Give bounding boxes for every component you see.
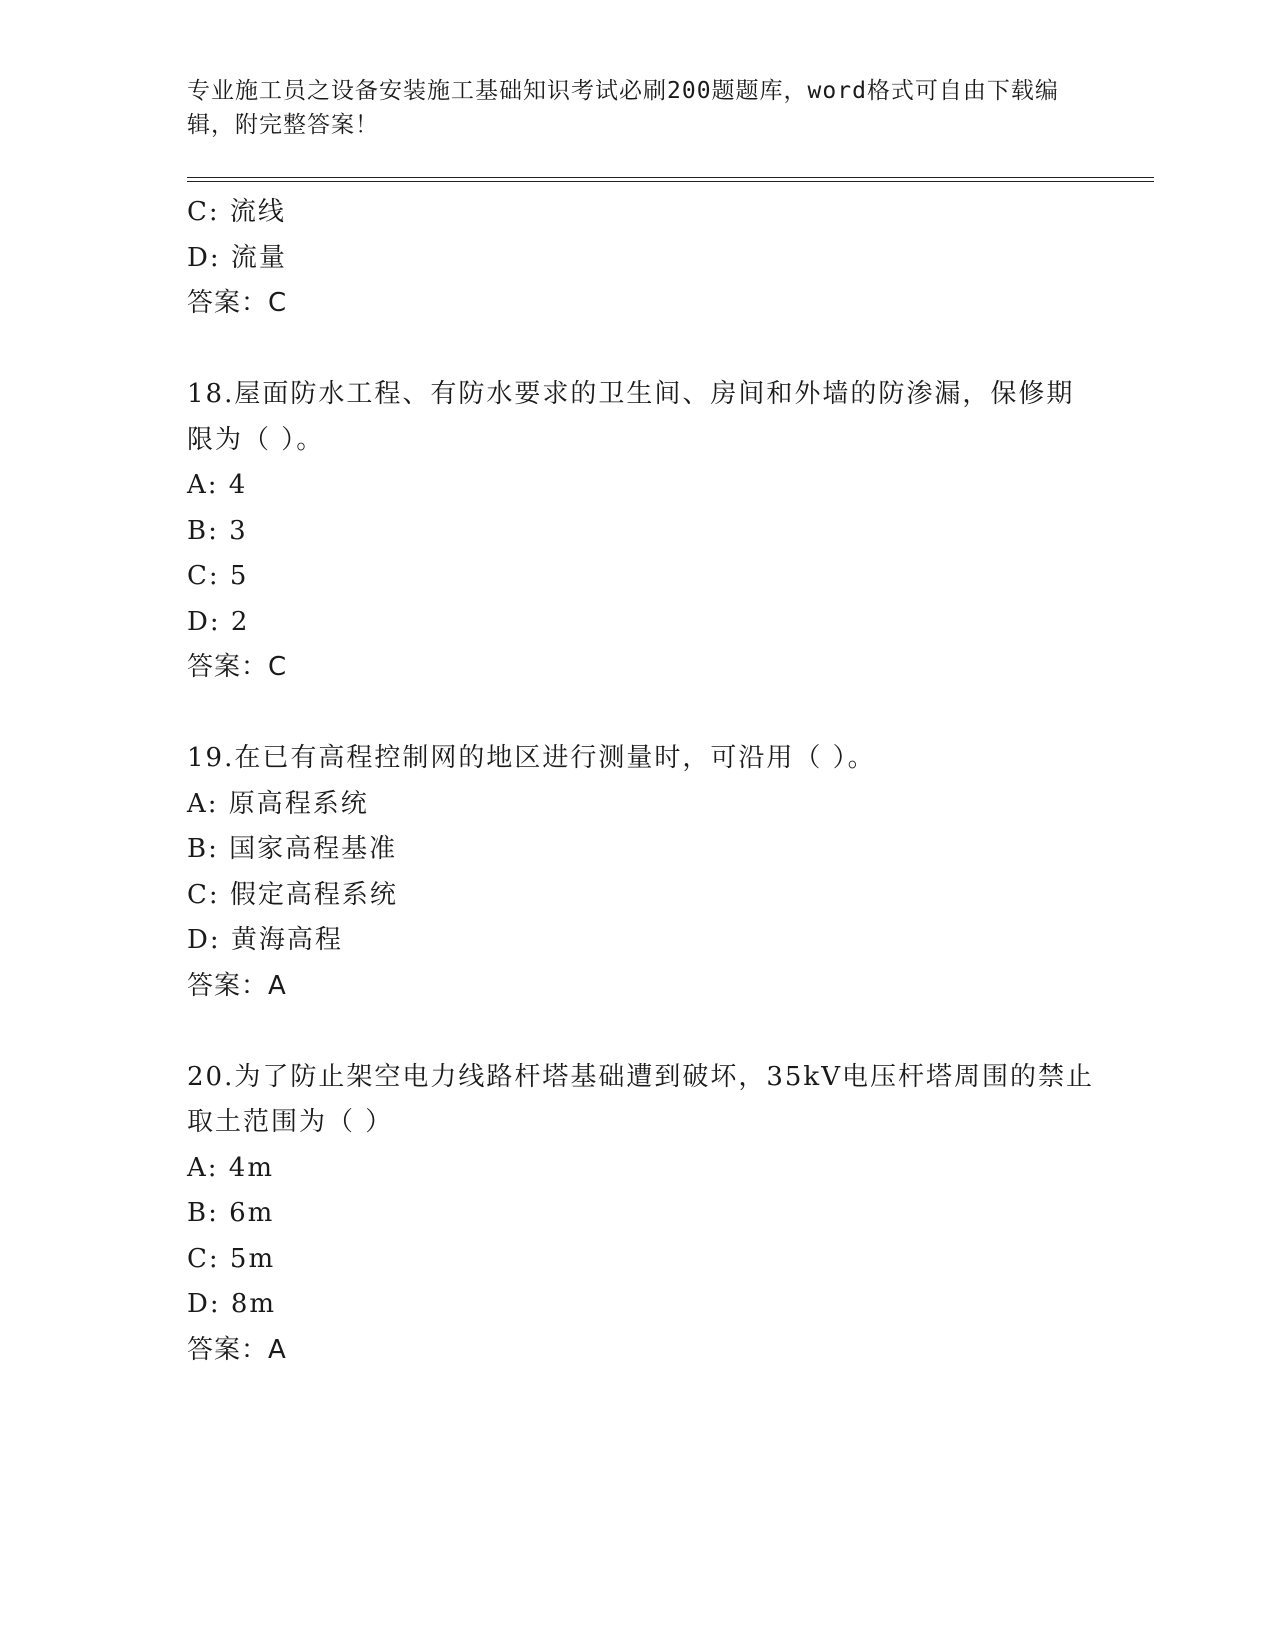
answer-line: 答案：C bbox=[187, 288, 288, 318]
answer-line: 答案：C bbox=[187, 652, 288, 682]
answer-line: 答案：A bbox=[187, 970, 287, 1001]
option-b: B: 3 bbox=[187, 515, 248, 546]
option-b: B: 国家高程基准 bbox=[187, 834, 398, 864]
option-c: C: 流线 bbox=[187, 197, 286, 227]
question-text: 18.屋面防水工程、有防水要求的卫生间、房间和外墙的防渗漏，保修期限为（ ）。 bbox=[187, 379, 1075, 455]
header-divider-top bbox=[187, 177, 1154, 178]
answer-line: 答案：A bbox=[187, 1334, 287, 1365]
option-c: C: 5m bbox=[187, 1243, 276, 1274]
spacer bbox=[187, 691, 1097, 737]
spacer bbox=[187, 327, 1097, 373]
spacer bbox=[187, 1009, 1097, 1055]
question-text: 20.为了防止架空电力线路杆塔基础遭到破坏，35kV电压杆塔周围的禁止取土范围为（ ） bbox=[187, 1061, 1094, 1137]
option-d: D: 流量 bbox=[187, 242, 287, 273]
question-text: 19.在已有高程控制网的地区进行测量时，可沿用（ ）。 bbox=[187, 743, 876, 773]
document-body bbox=[187, 190, 1097, 1373]
option-d: D: 8m bbox=[187, 1289, 277, 1319]
option-a: A: 原高程系统 bbox=[187, 788, 369, 819]
document-header-title: 专业施工员之设备安装施工基础知识考试必刷200题题库，word格式可自由下载编辑，附完整答案！ bbox=[187, 78, 1059, 138]
question-block-18 bbox=[187, 372, 1097, 691]
option-d: D: 2 bbox=[187, 606, 250, 637]
option-d: D: 黄海高程 bbox=[187, 925, 343, 955]
header-divider-bottom bbox=[187, 181, 1154, 182]
continued-question-block bbox=[187, 190, 1097, 327]
option-b: B: 6m bbox=[187, 1198, 275, 1228]
option-a: A: 4m bbox=[187, 1152, 274, 1183]
option-c: C: 5 bbox=[187, 561, 249, 591]
option-c: C: 假定高程系统 bbox=[187, 879, 398, 910]
question-block-20 bbox=[187, 1055, 1097, 1374]
question-block-19 bbox=[187, 736, 1097, 1009]
option-a: A: 4 bbox=[187, 470, 248, 500]
